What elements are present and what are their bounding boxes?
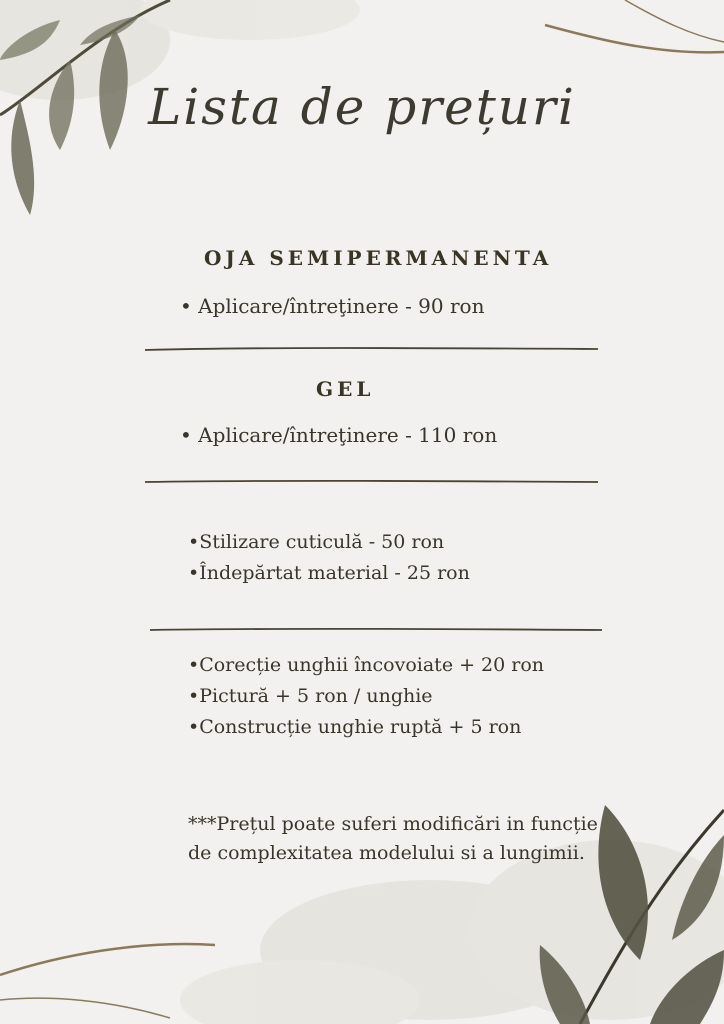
price-item-constructie: •Construcție unghie ruptă + 5 ron <box>188 716 522 738</box>
price-item-corectie: •Corecție unghii încovoiate + 20 ron <box>188 654 545 676</box>
divider-2 <box>145 481 598 482</box>
price-item-indepartat: •Îndepărtat material - 25 ron <box>188 562 470 584</box>
price-item-semi-aplicare: • Aplicare/întreţinere - 90 ron <box>180 294 485 318</box>
gold-swoosh-top-icon <box>545 25 724 52</box>
section-heading-semipermanenta: OJA SEMIPERMANENTA <box>204 246 553 270</box>
price-item-pictura: •Pictură + 5 ron / unghie <box>188 685 433 707</box>
price-item-stilizare: •Stilizare cuticulă - 50 ron <box>188 531 445 553</box>
price-note: ***Prețul poate suferi modificări in funcție de complexitatea modelului si a lungimii. <box>188 813 598 864</box>
divider-1 <box>145 348 598 350</box>
gold-swoosh-bottom-icon <box>0 944 215 975</box>
price-item-gel-aplicare: • Aplicare/întreţinere - 110 ron <box>180 423 498 447</box>
divider-3 <box>150 629 602 630</box>
page-title: Lista de prețuri <box>148 78 576 136</box>
section-heading-gel: GEL <box>316 377 375 401</box>
